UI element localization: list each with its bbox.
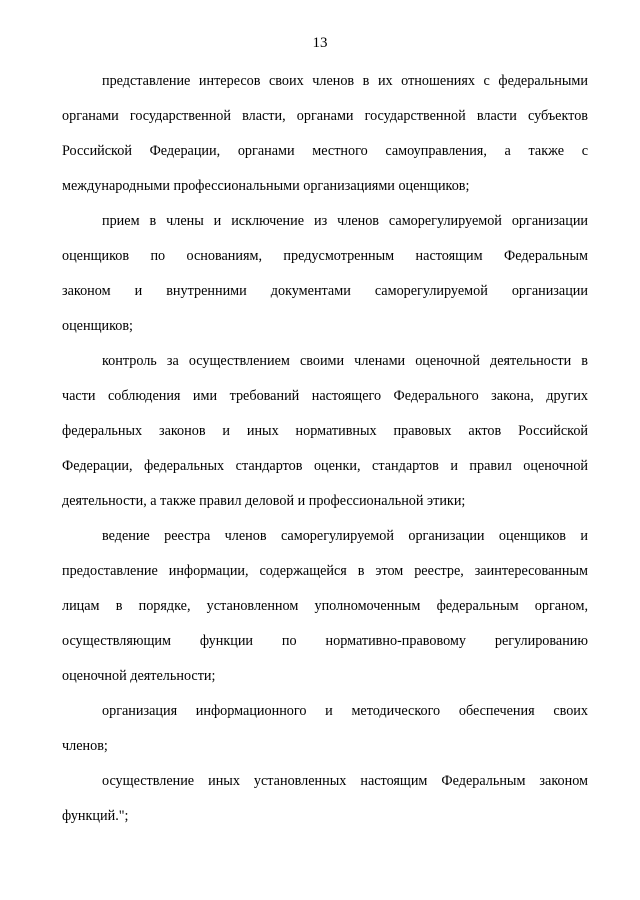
text-line: федеральных законов и иных нормативных правовых актов Российской — [62, 423, 588, 439]
paragraph-other-functions — [62, 764, 588, 834]
text-line: оценщиков; — [62, 318, 133, 334]
text-line: организация информационного и методического обеспечения своих — [102, 703, 588, 719]
text-line: Российской Федерации, органами местного самоуправления, а также с — [62, 143, 588, 159]
text-line: функций."; — [62, 808, 129, 824]
text-line: деятельности, а также правил деловой и профессиональной этики; — [62, 493, 466, 509]
paragraph-information — [62, 694, 588, 764]
paragraph-representation — [62, 64, 588, 204]
text-line: оценочной деятельности; — [62, 668, 216, 684]
text-line: законом и внутренними документами саморегулируемой организации — [62, 283, 588, 299]
text-line: ведение реестра членов саморегулируемой организации оценщиков и — [102, 528, 588, 544]
text-line: международными профессиональными организациями оценщиков; — [62, 178, 470, 194]
page-number: 13 — [312, 35, 328, 51]
text-line: прием в члены и исключение из членов саморегулируемой организации — [102, 213, 588, 229]
text-line: предоставление информации, содержащейся в этом реестре, заинтересованным — [62, 563, 588, 579]
paragraph-control — [62, 344, 588, 519]
paragraph-membership — [62, 204, 588, 344]
document-body — [62, 64, 588, 834]
text-line: членов; — [62, 738, 108, 754]
text-line: представление интересов своих членов в их отношениях с федеральными — [102, 73, 588, 89]
text-line: контроль за осуществлением своими членами оценочной деятельности в — [102, 353, 588, 369]
text-line: лицам в порядке, установленном уполномоченным федеральным органом, — [62, 598, 588, 614]
text-line: Федерации, федеральных стандартов оценки, стандартов и правил оценочной — [62, 458, 588, 474]
text-line: органами государственной власти, органами государственной власти субъектов — [62, 108, 588, 124]
text-line: оценщиков по основаниям, предусмотренным настоящим Федеральным — [62, 248, 588, 264]
text-line: осуществление иных установленных настоящим Федеральным законом — [102, 773, 588, 789]
paragraph-registry — [62, 519, 588, 694]
text-line: осуществляющим функции по нормативно-правовому регулированию — [62, 633, 588, 649]
text-line: части соблюдения ими требований настоящего Федерального закона, других — [62, 388, 588, 404]
